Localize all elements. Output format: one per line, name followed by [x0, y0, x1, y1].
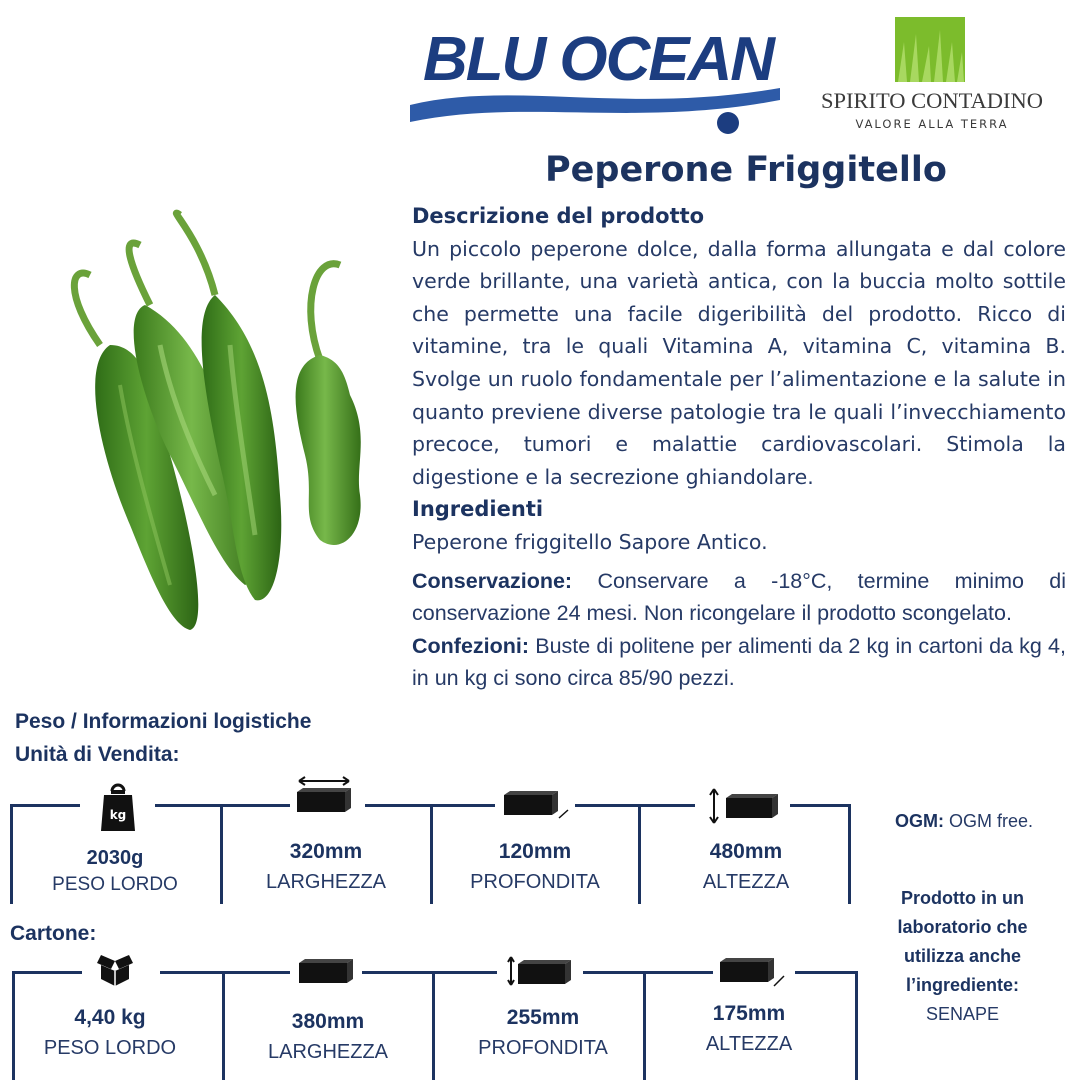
bluocean-wordmark: BLU OCEAN	[423, 25, 777, 94]
conservation-paragraph	[412, 565, 1066, 630]
description-heading: Descrizione del prodotto	[412, 204, 705, 228]
allergen-heading: Prodotto in un laboratorio che utilizza anche l’ingrediente:	[897, 888, 1028, 995]
carton-heading: Cartone:	[10, 922, 97, 945]
spirito-contadino-logo	[812, 12, 1052, 137]
carton-depth: 255mm PROFONDITA	[478, 1006, 608, 1059]
sales-unit-width: 320mm LARGHEZZA	[265, 840, 387, 893]
product-title: Peperone Friggitello	[545, 150, 947, 190]
svg-text:SPIRITO CONTADINO: SPIRITO CONTADINO	[821, 88, 1043, 113]
sales-unit-height: 480mm ALTEZZA	[702, 840, 790, 893]
ingredients-text: Peperone friggitello Sapore Antico.	[412, 529, 768, 554]
conservation-text: Conservare a -18°C, termine minimo di conservazione 24 mesi. Non ricongelare il prodotto scongelato.	[412, 568, 1066, 626]
depth-box-icon	[718, 956, 788, 993]
packaging-paragraph	[412, 630, 1066, 695]
ogm-info: OGM: OGM free.	[895, 811, 1034, 831]
logistics-heading: Peso / Informazioni logistiche	[15, 710, 312, 733]
width-box-icon	[295, 775, 353, 820]
carton-height: 175mm ALTEZZA	[705, 1002, 793, 1055]
description-text: Un piccolo peperone dolce, dalla forma allungata e dal colore verde brillante, una varietà antica, con la buccia molto sottile che permette una facile digeribilità del prodotto. Ricco di vitamine, tra le quali Vitamina A, vitamina C, vitamina B. Svolge un ruolo fondamentale per l’alimentazione e la salute in quanto previene diverse patologie tra le quali l’invecchiamento precoce, tumori e malattie cardiovascolari. Stimola la digestione e la secrezione ghiandolare.	[412, 236, 1066, 489]
allergen-value: SENAPE	[925, 1004, 1000, 1024]
svg-text:kg: kg	[109, 808, 127, 822]
bluocean-logo	[405, 20, 790, 140]
carton-width: 380mm LARGHEZZA	[267, 1010, 389, 1063]
sales-unit-depth: 120mm PROFONDITA	[470, 840, 600, 893]
height-box-icon	[704, 786, 780, 831]
box-icon	[297, 957, 355, 990]
packaging-label: Confezioni:	[412, 633, 530, 658]
height-box-icon	[503, 955, 573, 992]
svg-text:VALORE ALLA TERRA: VALORE ALLA TERRA	[855, 117, 1009, 131]
sales-unit-weight: 2030g PESO LORDO	[52, 847, 178, 895]
packaging-text: Buste di politene per alimenti da 2 kg in cartoni da kg 4, in un kg ci sono circa 85/90 pezzi.	[412, 633, 1066, 691]
product-info	[412, 200, 1066, 695]
weight-icon	[100, 781, 136, 838]
conservation-label: Conservazione:	[412, 568, 573, 593]
ingredients-heading: Ingredienti	[412, 497, 544, 522]
sales-unit-heading: Unità di Vendita:	[15, 743, 180, 766]
open-box-icon	[97, 953, 133, 992]
carton-weight: 4,40 kg PESO LORDO	[43, 1006, 177, 1059]
allergen-info	[880, 884, 1045, 1029]
friggitello-peppers-image	[50, 195, 385, 645]
depth-box-icon	[502, 789, 570, 824]
